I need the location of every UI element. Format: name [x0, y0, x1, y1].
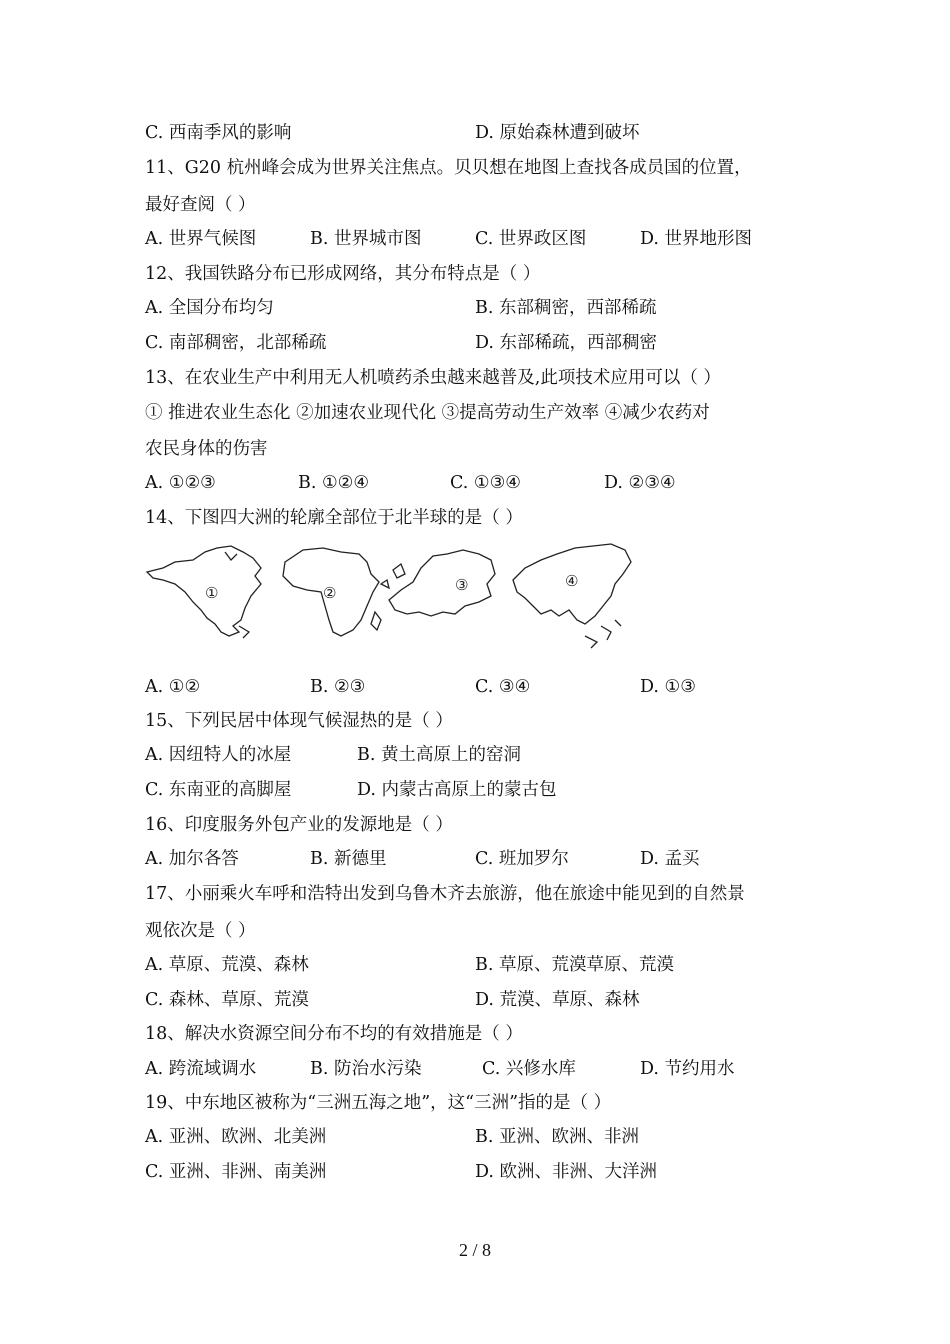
africa-outline — [283, 548, 381, 636]
q18-option-c: C. 兴修水库 — [482, 1059, 576, 1079]
q11-stem-line2: 最好查阅（ ） — [145, 195, 256, 215]
north-america-outline — [147, 546, 261, 638]
map-label-3: ③ — [455, 576, 469, 594]
map-label-2: ② — [323, 584, 337, 602]
q13-option-b: B. ①②④ — [298, 473, 370, 493]
q16-option-a: A. 加尔各答 — [145, 849, 239, 869]
continent-outline-maps — [145, 540, 645, 655]
page-number: 2 / 8 — [458, 1240, 491, 1260]
q13-option-c: C. ①③④ — [450, 473, 521, 493]
q11-stem-line1: 11、G20 杭州峰会成为世界关注焦点。贝贝想在地图上查找各成员国的位置， — [145, 158, 752, 178]
q17-option-a: A. 草原、荒漠、森林 — [145, 955, 309, 975]
q19-option-a: A. 亚洲、欧洲、北美洲 — [145, 1127, 327, 1147]
q13-option-a: A. ①②③ — [145, 473, 216, 493]
q14-option-a: A. ①② — [145, 677, 201, 697]
q11-option-c: C. 世界政区图 — [475, 229, 587, 249]
q16-stem: 16、印度服务外包产业的发源地是（ ） — [145, 815, 453, 835]
q17-option-b: B. 草原、荒漠草原、荒漠 — [475, 955, 674, 975]
q17-stem-line1: 17、小丽乘火车呼和浩特出发到乌鲁木齐去旅游，他在旅途中能见到的自然景 — [145, 884, 745, 904]
q15-option-a: A. 因纽特人的冰屋 — [145, 745, 292, 765]
q10-option-d: D. 原始森林遭到破坏 — [475, 123, 640, 143]
q14-option-c: C. ③④ — [475, 677, 531, 697]
q18-option-d: D. 节约用水 — [640, 1059, 735, 1079]
q15-option-b: B. 黄土高原上的窑洞 — [357, 745, 521, 765]
q14-stem: 14、下图四大洲的轮廓全部位于北半球的是（ ） — [145, 508, 523, 528]
q12-stem: 12、我国铁路分布已形成网络，其分布特点是（ ） — [145, 264, 541, 284]
q19-option-c: C. 亚洲、非洲、南美洲 — [145, 1162, 327, 1182]
q19-stem: 19、中东地区被称为“三洲五海之地”，这“三洲”指的是（ ） — [145, 1093, 612, 1113]
q15-stem: 15、下列民居中体现气候湿热的是（ ） — [145, 711, 453, 731]
q13-statements-line1: ① 推进农业生态化 ②加速农业现代化 ③提高劳动生产效率 ④减少农药对 — [145, 403, 710, 423]
q17-stem-line2: 观依次是（ ） — [145, 921, 256, 941]
q15-option-c: C. 东南亚的高脚屋 — [145, 780, 292, 800]
q14-option-b: B. ②③ — [310, 677, 366, 697]
q17-option-d: D. 荒漠、草原、森林 — [475, 990, 640, 1010]
q17-option-c: C. 森林、草原、荒漠 — [145, 990, 309, 1010]
q19-option-b: B. 亚洲、欧洲、非洲 — [475, 1127, 639, 1147]
q13-statements-line2: 农民身体的伤害 — [145, 439, 268, 459]
q13-option-d: D. ②③④ — [604, 473, 676, 493]
q16-option-b: B. 新德里 — [310, 849, 387, 869]
q12-option-a: A. 全国分布均匀 — [145, 298, 274, 318]
q18-option-b: B. 防治水污染 — [310, 1059, 422, 1079]
q12-option-b: B. 东部稠密，西部稀疏 — [475, 298, 657, 318]
europe-outline — [381, 550, 495, 616]
q10-option-c: C. 西南季风的影响 — [145, 123, 292, 143]
q19-option-d: D. 欧洲、非洲、大洋洲 — [475, 1162, 658, 1182]
q13-stem: 13、在农业生产中利用无人机喷药杀虫越来越普及,此项技术应用可以（ ） — [145, 368, 721, 388]
q12-option-d: D. 东部稀疏，西部稠密 — [475, 333, 658, 353]
q11-option-b: B. 世界城市图 — [310, 229, 422, 249]
map-label-1: ① — [205, 584, 219, 602]
q12-option-c: C. 南部稠密，北部稀疏 — [145, 333, 327, 353]
map-label-4: ④ — [565, 572, 579, 590]
q18-stem: 18、解决水资源空间分布不均的有效措施是（ ） — [145, 1024, 523, 1044]
q14-option-d: D. ①③ — [640, 677, 696, 697]
asia-outline — [513, 544, 631, 648]
q15-option-d: D. 内蒙古高原上的蒙古包 — [357, 780, 557, 800]
q11-option-a: A. 世界气候图 — [145, 229, 257, 249]
q16-option-d: D. 孟买 — [640, 849, 700, 869]
q16-option-c: C. 班加罗尔 — [475, 849, 569, 869]
q11-option-d: D. 世界地形图 — [640, 229, 753, 249]
q18-option-a: A. 跨流域调水 — [145, 1059, 257, 1079]
